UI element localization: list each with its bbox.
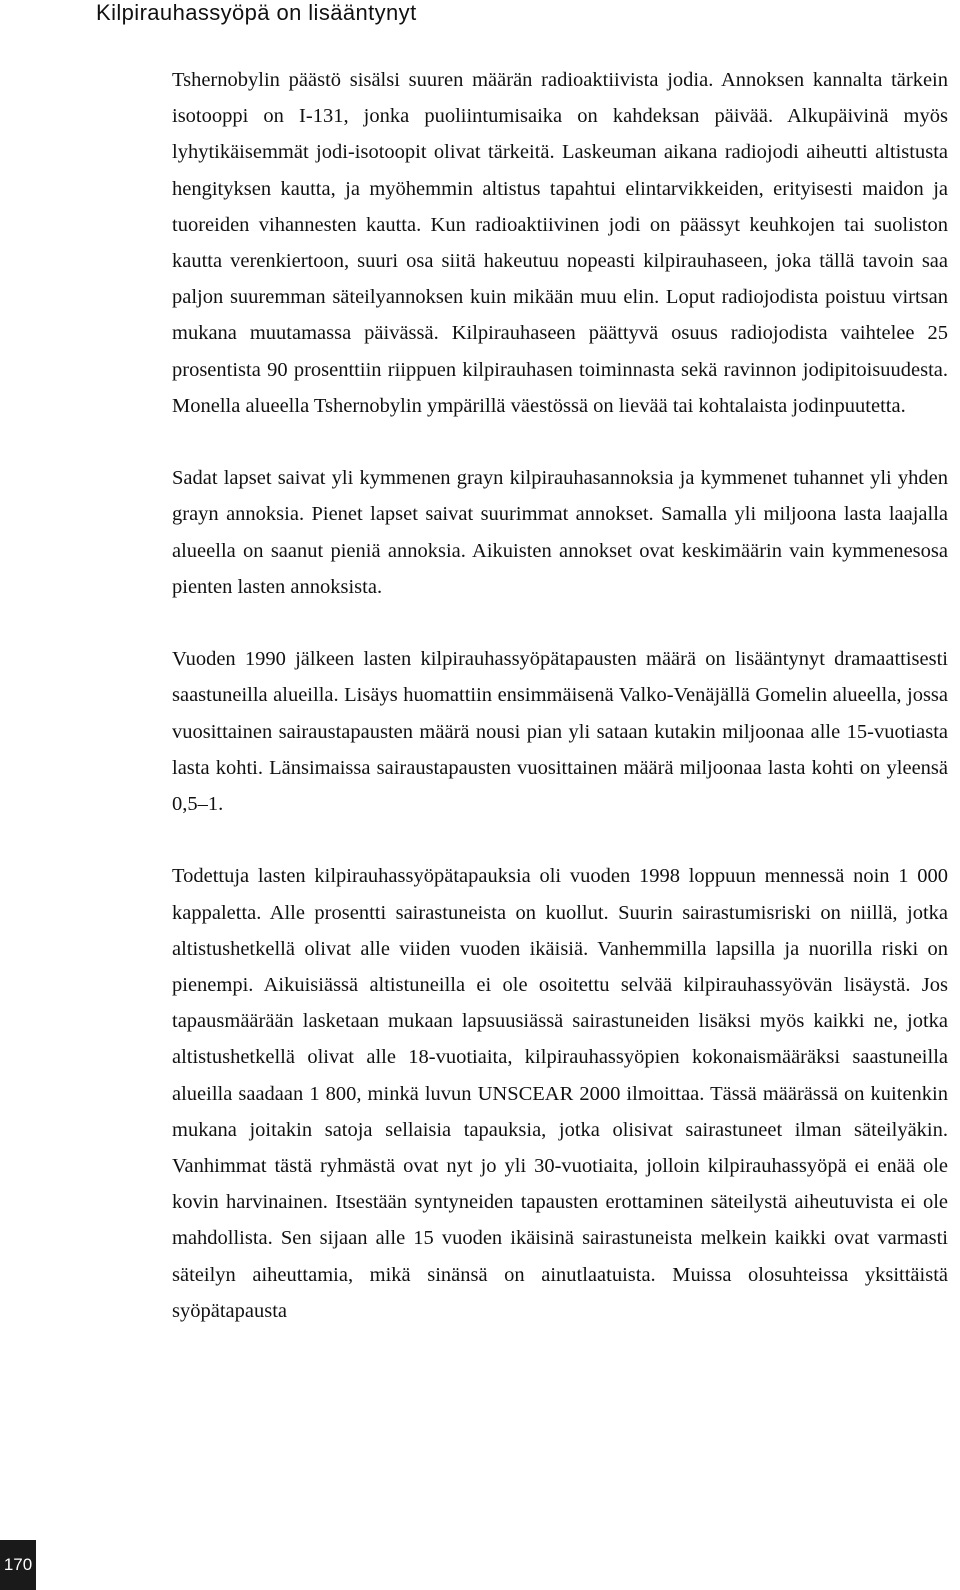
article-body	[172, 62, 948, 1329]
page-title: Kilpirauhassyöpä on lisääntynyt	[96, 0, 417, 25]
paragraph-iodine-release: Tshernobylin päästö sisälsi suuren määrän radioaktiivista jodia. Annoksen kannalta tärkein isotooppi on I-131, jonka puoliintumisaika on kahdeksan päivää. Alkupäivinä myös lyhytikäisemmät jodi-isotoopit olivat tärkeitä. Laskeuman aikana radiojodi aiheutti altistusta hengityksen kautta, ja myöhemmin altistus tapahtui elintarvikkeiden, erityisesti maidon ja tuoreiden vihannesten kautta. Kun radioaktiivinen jodi on päässyt keuhkojen tai suoliston kautta verenkiertoon, suuri osa siitä hakeutuu nopeasti kilpirauhaseen, joka tällä tavoin saa paljon suuremman säteilyannoksen kuin mikään muu elin. Loput radiojodista poistuu virtsan mukana muutamassa päivässä. Kilpirauhaseen päättyvä osuus radiojodista vaihtelee 25 prosentista 90 prosenttiin riippuen kilpirauhasen toiminnasta sekä ravinnon jodipitoisuudesta. Monella alueella Tshernobylin ympärillä väestössä on lievää tai kohtalaista jodinpuutetta.	[172, 69, 948, 417]
paragraph-cancer-increase: Vuoden 1990 jälkeen lasten kilpirauhassyöpätapausten määrä on lisääntynyt dramaattisesti saastuneilla alueilla. Lisäys huomattiin ensimmäisenä Valko-Venäjällä Gomelin alueella, jossa vuosittainen sairaustapausten määrä nousi pian yli sataan kutakin miljoonaa alle 15-vuotiasta lasta kohti. Länsimaissa sairaustapausten vuosittainen määrä miljoonaa lasta kohti on yleensä 0,5–1.	[172, 648, 948, 816]
paragraph-case-counts: Todettuja lasten kilpirauhassyöpätapauksia oli vuoden 1998 loppuun mennessä noin 1 000 kappaletta. Alle prosentti sairastuneista on kuollut. Suurin sairastumisriski on niillä, jotka altistushetkellä olivat alle viiden vuoden ikäisiä. Vanhemmilla lapsilla ja nuorilla riski on pienempi. Aikuisiässä altistuneilla ei ole osoitettu selvää kilpirauhassyövän lisäystä. Jos tapausmäärään lasketaan mukaan lapsuusiässä sairastuneiden lisäksi myös kaikki ne, jotka altistushetkellä olivat alle 18-vuotiaita, kilpirauhassyöpien kokonaismääräksi saastuneilla alueilla saadaan 1 800, minkä luvun UNSCEAR 2000 ilmoittaa. Tässä määrässä on kuitenkin mukana joitakin satoja sellaisia tapauksia, jotka olisivat sairastuneet ilman säteilyäkin. Vanhimmat tästä ryhmästä ovat nyt jo yli 30-vuotiaita, jolloin kilpirauhassyöpä ei enää ole kovin harvinainen. Itsestään syntyneiden tapausten erottaminen säteilystä aiheutuvista ei ole mahdollista. Sen sijaan alle 15 vuoden ikäisinä sairastuneista melkein kaikki ovat varmasti säteilyn aiheuttamia, mikä sinänsä on ainutlaatuista. Muissa olosuhteissa yksittäistä syöpätapausta	[172, 865, 948, 1322]
paragraph-child-doses: Sadat lapset saivat yli kymmenen grayn kilpirauhasannoksia ja kymmenet tuhannet yli yhden grayn annoksia. Pienet lapset saivat suurimmat annokset. Samalla yli miljoona lasta laajalla alueella on saanut pieniä annoksia. Aikuisten annokset ovat keskimäärin vain kymmenesosa pienten lasten annoksista.	[172, 467, 948, 598]
page-number: 170	[0, 1540, 36, 1590]
